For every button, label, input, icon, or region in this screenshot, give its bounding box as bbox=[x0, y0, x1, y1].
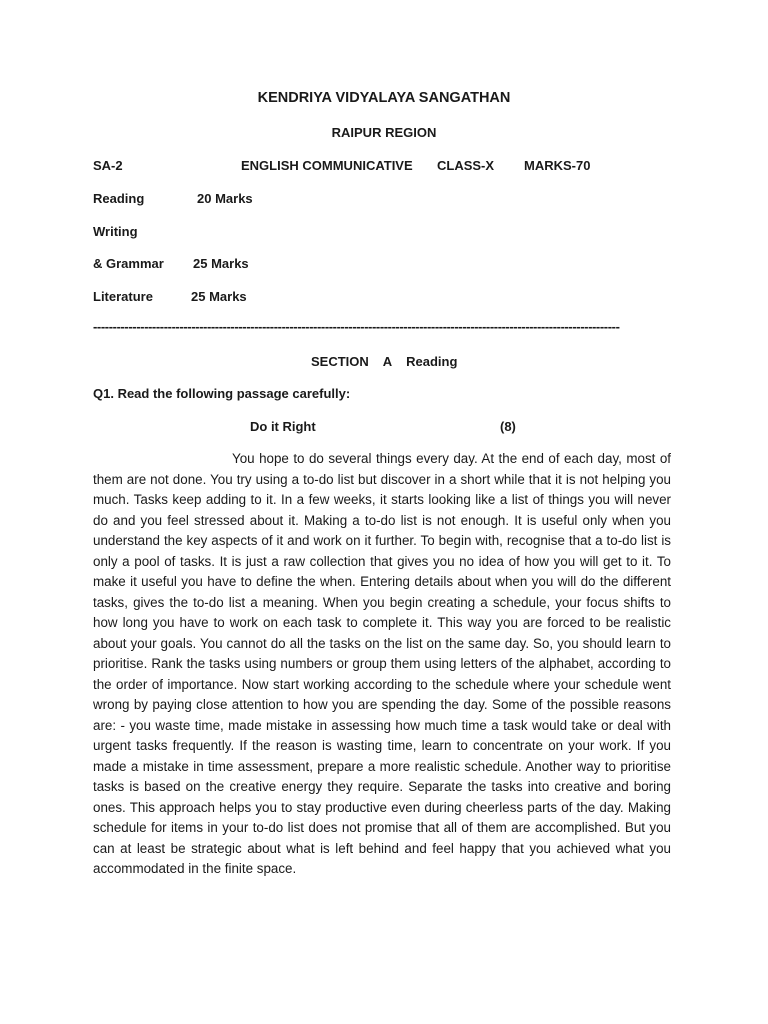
passage-title: Do it Right bbox=[250, 419, 316, 434]
section-divider: -------------------------------------------------------------------------------------------------------------------------------------- bbox=[93, 319, 620, 334]
literature-marks: 25 Marks bbox=[191, 289, 247, 304]
grammar-marks: 25 Marks bbox=[193, 256, 249, 271]
writing-label: Writing bbox=[93, 224, 138, 239]
total-marks: MARKS-70 bbox=[524, 158, 591, 173]
reading-marks: 20 Marks bbox=[197, 191, 253, 206]
passage-text: You hope to do several things every day. At the end of each day, most of them are not done. You try using a to-do list but discover in a short while that it is not helping you much. Tasks keep adding to it. In a few weeks, it starts looking like a list of things you will never do and you feel stressed about it. Making a to-do list is not enough. It is useful only when you understand the key aspects of it and work on it further. To begin with, recognise that a to-do list is only a pool of tasks. It is just a raw collection that gives you no idea of how you will get to it. To make it useful you have to define the when. Entering details about when you will do the different tasks, gives the to-do list a meaning. When you begin creating a schedule, your focus shifts to how long you have to work on each task to complete it. This way you are forced to be realistic about your goals. You cannot do all the tasks on the list on the same day. So, you should learn to prioritise. Rank the tasks using numbers or group them using letters of the alphabet, according to the order of importance. Now start working according to the schedule where your schedule went wrong by paying close attention to how you are spending the day. Some of the possible reasons are: - you waste time, made mistake in assessing how much time a task would take or deal with urgent tasks frequently. If the reason is wasting time, learn to concentrate on your work. If you made a mistake in time assessment, prepare a more realistic schedule. Another way to prioritise tasks is based on the creative energy they require. Separate the tasks into creative and boring ones. This approach helps you to stay productive even during cheerless parts of the day. Making schedule for items in your to-do list does not promise that all of them are accomplished. But you can at least be strategic about what is left behind and feel happy that you achieved what you accommodated in the finite space. bbox=[93, 451, 671, 876]
question-label: Q1. Read the following passage carefully: bbox=[93, 386, 351, 401]
reading-label: Reading bbox=[93, 191, 145, 206]
grammar-label: & Grammar bbox=[93, 256, 164, 271]
exam-code: SA-2 bbox=[93, 158, 123, 173]
literature-label: Literature bbox=[93, 289, 153, 304]
passage-body bbox=[93, 449, 671, 880]
region-title: RAIPUR REGION bbox=[331, 125, 437, 140]
section-heading: SECTION A Reading bbox=[311, 354, 458, 369]
subject-name: ENGLISH COMMUNICATIVE bbox=[241, 158, 413, 173]
class-label: CLASS-X bbox=[437, 158, 495, 173]
passage-marks: (8) bbox=[500, 419, 516, 434]
organization-title: KENDRIYA VIDYALAYA SANGATHAN bbox=[257, 90, 511, 106]
